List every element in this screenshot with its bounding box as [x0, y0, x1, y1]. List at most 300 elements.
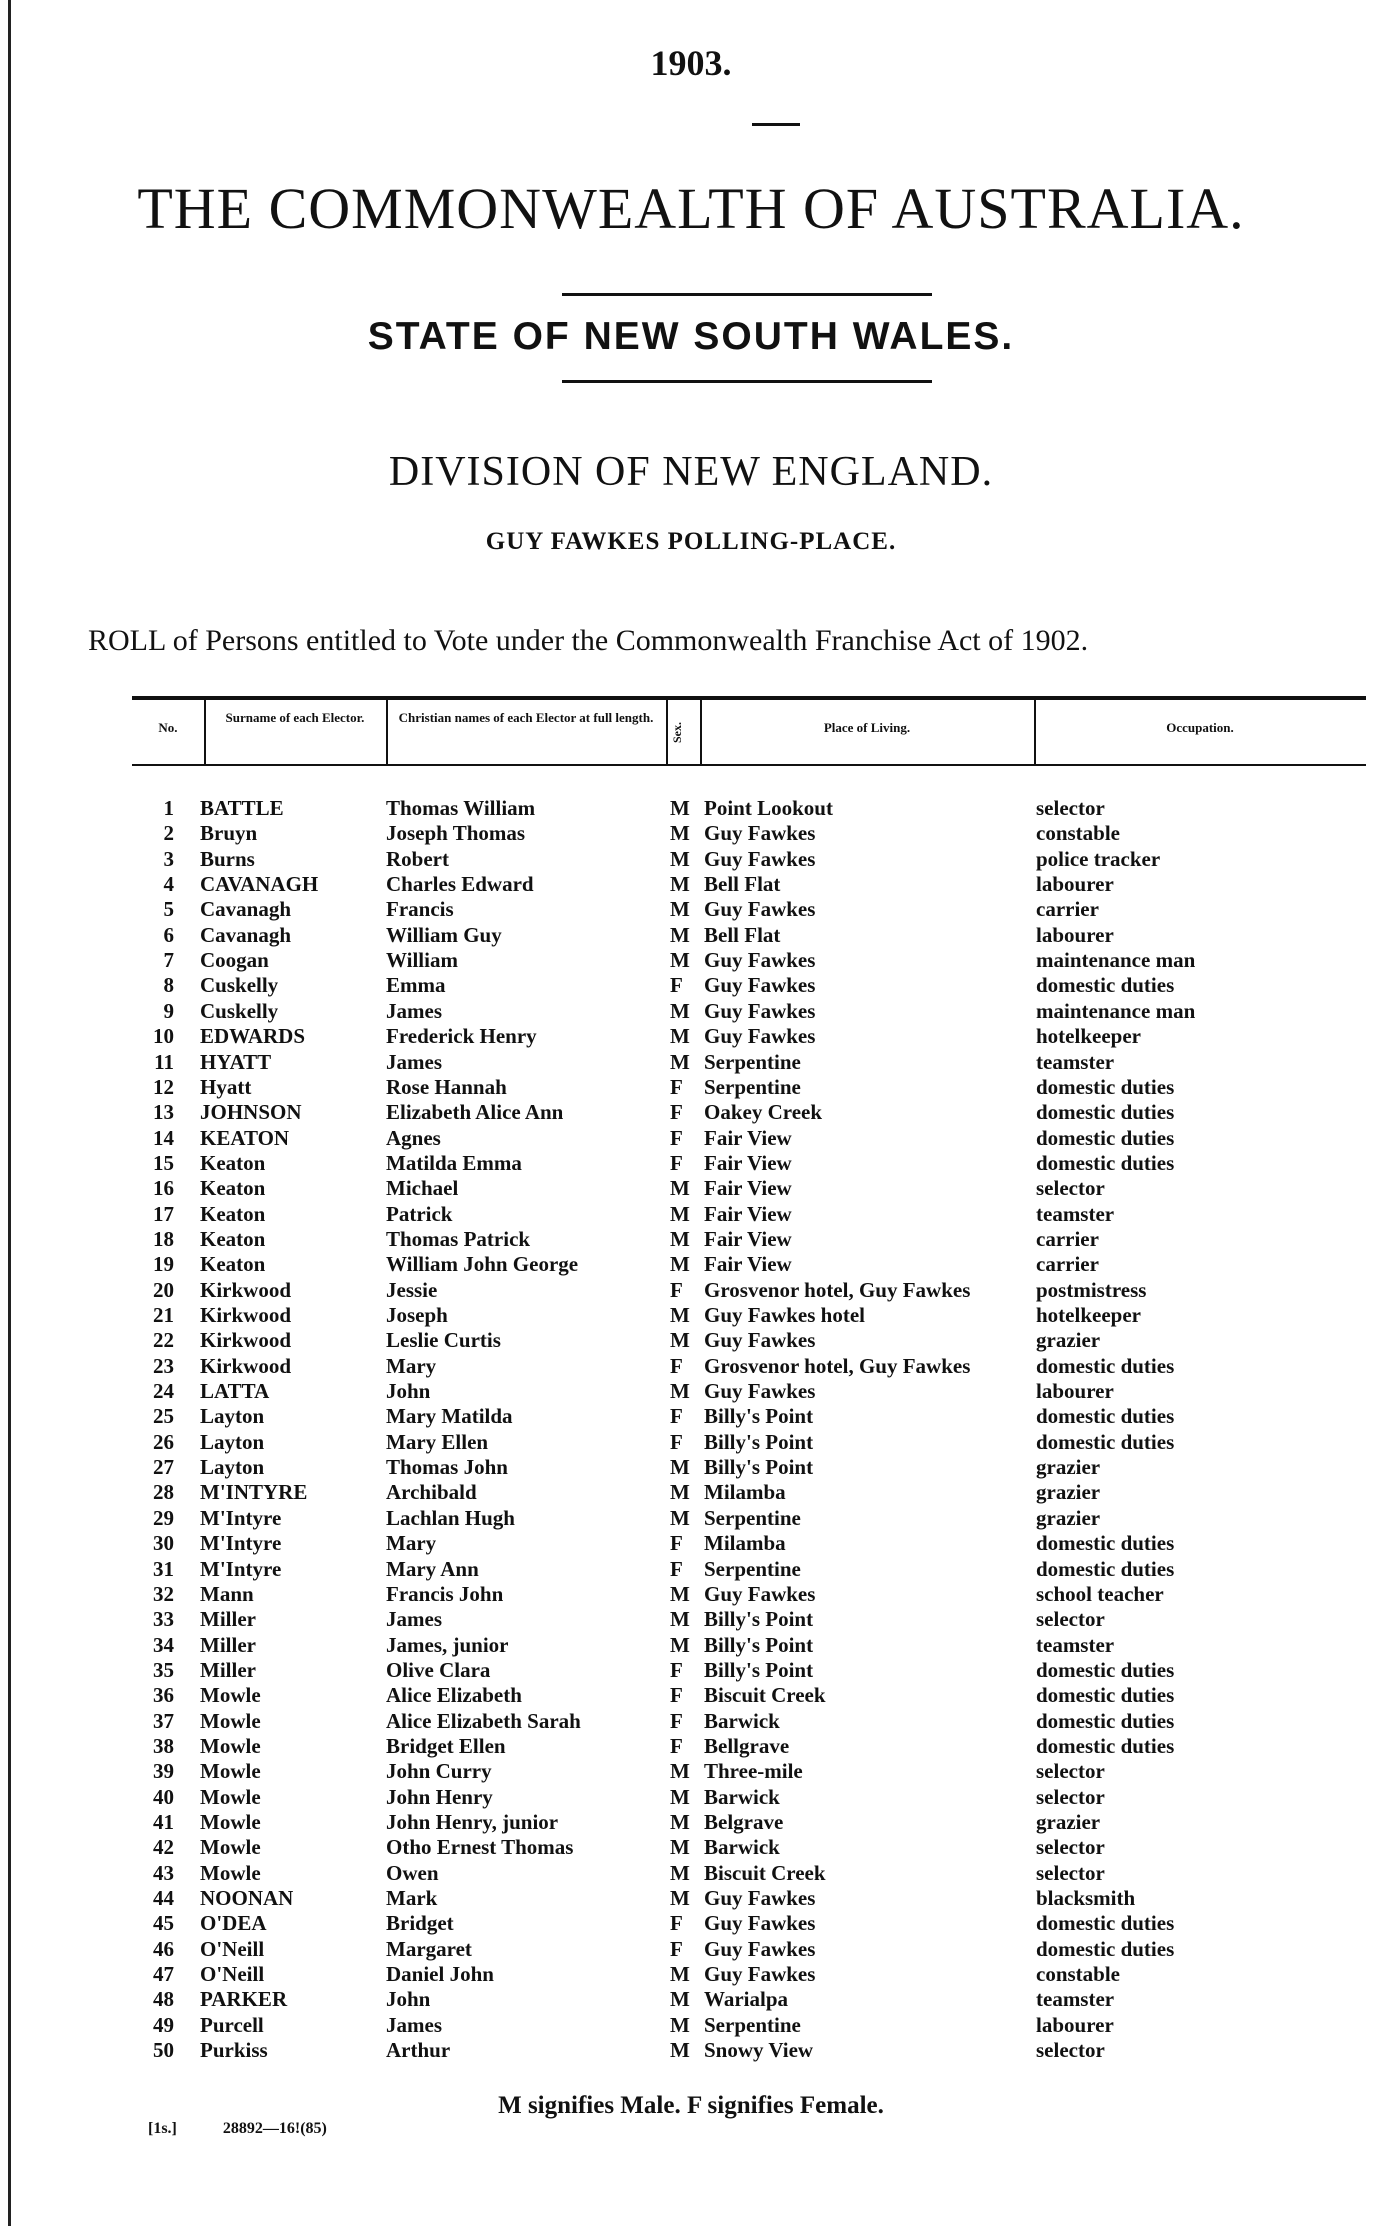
row-christian-names: John Henry — [386, 1784, 493, 1809]
row-sex: M — [670, 872, 690, 897]
row-number: 22 — [153, 1328, 174, 1353]
row-sex: F — [670, 1683, 683, 1708]
row-christian-names: Agnes — [386, 1125, 441, 1150]
row-sex: M — [670, 1505, 690, 1530]
row-number: 45 — [153, 1911, 174, 1936]
column-divider — [1034, 700, 1036, 764]
row-surname: EDWARDS — [200, 1024, 306, 1049]
row-christian-names: Arthur — [386, 2038, 451, 2063]
row-surname: Mowle — [200, 1708, 261, 1733]
row-christian-names: Francis — [386, 897, 454, 922]
row-sex: M — [670, 998, 690, 1023]
print-ref: 28892—16!(85) — [222, 2120, 327, 2137]
table-row — [0, 1252, 1382, 1277]
row-number: 48 — [153, 1987, 174, 2012]
row-occupation: blacksmith — [1036, 1886, 1136, 1911]
row-place-of-living: Point Lookout — [704, 796, 833, 820]
row-surname: Kirkwood — [200, 1328, 292, 1353]
row-occupation: domestic duties — [1036, 1936, 1175, 1961]
row-sex: F — [670, 1100, 683, 1125]
row-occupation: grazier — [1036, 1505, 1101, 1530]
row-place-of-living: Bell Flat — [704, 872, 781, 897]
row-sex: F — [670, 1404, 683, 1429]
row-place-of-living: Biscuit Creek — [704, 1683, 826, 1708]
table-row — [0, 999, 1382, 1024]
row-sex: F — [670, 1277, 683, 1302]
table-row — [0, 1430, 1382, 1455]
row-sex: M — [670, 1987, 690, 2012]
row-christian-names: Mark — [386, 1886, 438, 1911]
table-row — [0, 1227, 1382, 1252]
table-row — [0, 1100, 1382, 1125]
row-occupation: teamster — [1036, 1201, 1115, 1226]
row-sex: M — [670, 796, 690, 820]
row-christian-names: James — [386, 1607, 442, 1632]
row-number: 27 — [153, 1455, 174, 1480]
row-number: 28 — [153, 1480, 174, 1505]
row-christian-names: William John George — [386, 1252, 579, 1277]
row-sex: M — [670, 948, 690, 973]
row-occupation: selector — [1036, 2038, 1105, 2063]
row-sex: M — [670, 1455, 690, 1480]
row-occupation: domestic duties — [1036, 973, 1175, 998]
row-place-of-living: Grosvenor hotel, Guy Fawkes — [704, 1353, 971, 1378]
row-sex: M — [670, 1480, 690, 1505]
row-sex: M — [670, 897, 690, 922]
table-row — [0, 1328, 1382, 1353]
row-place-of-living: Guy Fawkes — [704, 1936, 816, 1961]
row-place-of-living: Guy Fawkes hotel — [704, 1303, 866, 1327]
row-sex: M — [670, 2038, 690, 2063]
row-christian-names: Bridget Ellen — [386, 1733, 506, 1758]
row-surname: Keaton — [200, 1252, 266, 1277]
row-surname: Purcell — [200, 2012, 264, 2037]
row-number: 31 — [153, 1556, 174, 1581]
row-occupation: selector — [1036, 1835, 1105, 1860]
table-row — [0, 1683, 1382, 1708]
row-surname: Mowle — [200, 1860, 261, 1885]
table-header-rule — [132, 764, 1366, 766]
printer-reference — [148, 2120, 327, 2138]
row-place-of-living: Billy's Point — [704, 1429, 814, 1454]
row-christian-names: Mary — [386, 1531, 437, 1556]
row-occupation: constable — [1036, 821, 1120, 846]
row-place-of-living: Billy's Point — [704, 1632, 814, 1657]
table-row — [0, 1861, 1382, 1886]
row-number: 20 — [153, 1277, 174, 1302]
table-row — [0, 2038, 1382, 2063]
row-occupation: selector — [1036, 1860, 1105, 1885]
row-surname: KEATON — [200, 1125, 290, 1150]
row-number: 33 — [153, 1607, 174, 1632]
row-number: 24 — [153, 1379, 174, 1404]
row-number: 5 — [163, 897, 174, 922]
table-row — [0, 1962, 1382, 1987]
column-header-occupation: Occupation. — [1166, 720, 1234, 735]
roll-caption: ROLL of Persons entitled to Vote under the Commonwealth Franchise Act of 1902. — [88, 624, 1089, 657]
column-header-no: No. — [158, 720, 178, 735]
row-number: 39 — [153, 1759, 174, 1784]
row-occupation: carrier — [1036, 1226, 1099, 1251]
row-surname: Miller — [200, 1607, 256, 1632]
table-row — [0, 1024, 1382, 1049]
row-place-of-living: Barwick — [704, 1835, 780, 1860]
row-surname: O'Neill — [200, 1936, 265, 1961]
row-number: 50 — [153, 2038, 174, 2063]
row-christian-names: William Guy — [386, 922, 502, 947]
row-place-of-living: Guy Fawkes — [704, 846, 816, 871]
row-number: 40 — [153, 1784, 174, 1809]
row-place-of-living: Guy Fawkes — [704, 1886, 816, 1911]
row-number: 17 — [153, 1201, 174, 1226]
row-place-of-living: Serpentine — [704, 1556, 801, 1581]
row-occupation: police tracker — [1036, 846, 1161, 871]
row-occupation: labourer — [1036, 872, 1114, 897]
row-christian-names: Olive Clara — [386, 1657, 491, 1682]
row-surname: Cavanagh — [200, 922, 292, 947]
row-number: 3 — [163, 846, 174, 871]
row-christian-names: Matilda Emma — [386, 1150, 522, 1175]
row-christian-names: James, junior — [386, 1632, 509, 1657]
row-place-of-living: Three-mile — [704, 1759, 803, 1784]
table-row — [0, 1278, 1382, 1303]
row-place-of-living: Guy Fawkes — [704, 897, 816, 922]
row-number: 34 — [153, 1632, 174, 1657]
table-row — [0, 1404, 1382, 1429]
row-number: 1 — [163, 796, 174, 820]
row-number: 38 — [153, 1733, 174, 1758]
row-place-of-living: Guy Fawkes — [704, 821, 816, 846]
row-sex: M — [670, 1024, 690, 1049]
row-surname: Cuskelly — [200, 998, 279, 1023]
row-surname: Kirkwood — [200, 1353, 292, 1378]
row-place-of-living: Barwick — [704, 1784, 780, 1809]
row-sex: F — [670, 1150, 683, 1175]
table-row — [0, 1050, 1382, 1075]
row-occupation: domestic duties — [1036, 1911, 1175, 1936]
row-christian-names: Bridget — [386, 1911, 454, 1936]
row-sex: M — [670, 1379, 690, 1404]
row-occupation: selector — [1036, 1784, 1105, 1809]
row-christian-names: Charles Edward — [386, 872, 534, 897]
row-occupation: postmistress — [1036, 1277, 1147, 1302]
row-sex: M — [670, 1886, 690, 1911]
row-place-of-living: Fair View — [704, 1226, 792, 1251]
row-sex: M — [670, 1176, 690, 1201]
column-divider — [204, 700, 206, 764]
division-heading: DIVISION OF NEW ENGLAND. — [388, 449, 994, 495]
state-rule-bottom — [562, 380, 932, 383]
row-number: 30 — [153, 1531, 174, 1556]
row-surname: Bruyn — [200, 821, 258, 846]
row-sex: F — [670, 1531, 683, 1556]
table-row — [0, 1709, 1382, 1734]
document-title: THE COMMONWEALTH OF AUSTRALIA. — [137, 176, 1245, 241]
row-christian-names: Rose Hannah — [386, 1074, 507, 1099]
row-sex: F — [670, 973, 683, 998]
row-christian-names: John Curry — [386, 1759, 492, 1784]
row-occupation: domestic duties — [1036, 1683, 1175, 1708]
row-surname: PARKER — [200, 1987, 288, 2012]
table-row — [0, 1354, 1382, 1379]
row-occupation: domestic duties — [1036, 1733, 1175, 1758]
row-christian-names: Michael — [386, 1176, 459, 1201]
row-place-of-living: Fair View — [704, 1201, 792, 1226]
row-christian-names: Robert — [386, 846, 449, 871]
row-occupation: teamster — [1036, 1049, 1115, 1074]
row-occupation: domestic duties — [1036, 1125, 1175, 1150]
row-number: 37 — [153, 1708, 174, 1733]
table-row — [0, 1531, 1382, 1556]
row-number: 2 — [163, 821, 174, 846]
row-place-of-living: Fair View — [704, 1125, 792, 1150]
row-christian-names: Daniel John — [386, 1962, 494, 1987]
row-surname: Keaton — [200, 1226, 266, 1251]
row-number: 7 — [163, 948, 174, 973]
row-christian-names: Jessie — [386, 1277, 438, 1302]
row-christian-names: Francis John — [386, 1581, 504, 1606]
row-surname: Mowle — [200, 1733, 261, 1758]
row-place-of-living: Belgrave — [704, 1810, 784, 1834]
table-row — [0, 1202, 1382, 1227]
table-row — [0, 948, 1382, 973]
table-row — [0, 821, 1382, 846]
row-place-of-living: Guy Fawkes — [704, 1379, 816, 1404]
table-row — [0, 1480, 1382, 1505]
table-top-rule — [132, 696, 1366, 700]
row-number: 36 — [153, 1683, 174, 1708]
row-surname: Keaton — [200, 1150, 266, 1175]
column-header-sex: Sex. — [670, 722, 684, 744]
row-christian-names: Mary Ann — [386, 1556, 479, 1581]
row-christian-names: Frederick Henry — [386, 1024, 537, 1049]
row-number: 46 — [153, 1936, 174, 1961]
row-place-of-living: Milamba — [704, 1480, 786, 1505]
row-occupation: labourer — [1036, 922, 1114, 947]
row-surname: M'INTYRE — [200, 1480, 308, 1505]
row-christian-names: William — [386, 948, 458, 973]
column-divider — [386, 700, 388, 764]
row-surname: CAVANAGH — [200, 872, 319, 897]
row-place-of-living: Guy Fawkes — [704, 1024, 816, 1049]
table-row — [0, 1633, 1382, 1658]
row-number: 19 — [153, 1252, 174, 1277]
print-mark: [1s.] — [148, 2120, 177, 2137]
row-place-of-living: Fair View — [704, 1252, 792, 1277]
row-number: 12 — [153, 1074, 174, 1099]
row-occupation: domestic duties — [1036, 1429, 1175, 1454]
table-row — [0, 1785, 1382, 1810]
row-place-of-living: Serpentine — [704, 1505, 801, 1530]
row-occupation: school teacher — [1036, 1581, 1164, 1606]
row-surname: Layton — [200, 1455, 265, 1480]
table-row — [0, 1911, 1382, 1936]
row-occupation: selector — [1036, 1759, 1105, 1784]
row-occupation: domestic duties — [1036, 1074, 1175, 1099]
row-surname: Purkiss — [200, 2038, 268, 2063]
row-surname: M'Intyre — [200, 1505, 282, 1530]
polling-place-heading: GUY FAWKES POLLING-PLACE. — [485, 528, 897, 555]
row-occupation: domestic duties — [1036, 1353, 1175, 1378]
row-place-of-living: Warialpa — [704, 1987, 789, 2012]
row-sex: F — [670, 1556, 683, 1581]
table-row — [0, 1658, 1382, 1683]
row-occupation: grazier — [1036, 1810, 1101, 1834]
row-number: 16 — [153, 1176, 174, 1201]
row-sex: F — [670, 1733, 683, 1758]
document-year: 1903. — [650, 43, 732, 83]
row-number: 6 — [163, 922, 174, 947]
row-sex: M — [670, 1328, 690, 1353]
row-sex: M — [670, 1252, 690, 1277]
row-number: 21 — [153, 1303, 174, 1327]
row-number: 43 — [153, 1860, 174, 1885]
row-christian-names: Emma — [386, 973, 446, 998]
row-christian-names: John — [386, 1987, 431, 2012]
row-surname: HYATT — [200, 1049, 272, 1074]
row-surname: Mowle — [200, 1759, 261, 1784]
row-christian-names: John Henry, junior — [386, 1810, 559, 1834]
row-surname: Coogan — [200, 948, 269, 973]
row-sex: F — [670, 1657, 683, 1682]
row-surname: Mowle — [200, 1683, 261, 1708]
row-occupation: carrier — [1036, 1252, 1099, 1277]
column-divider — [700, 700, 702, 764]
row-surname: Mowle — [200, 1835, 261, 1860]
row-surname: Cuskelly — [200, 973, 279, 998]
row-christian-names: Elizabeth Alice Ann — [386, 1100, 564, 1125]
row-surname: Miller — [200, 1632, 256, 1657]
table-row — [0, 973, 1382, 998]
row-occupation: selector — [1036, 796, 1105, 820]
row-place-of-living: Milamba — [704, 1531, 786, 1556]
row-sex: M — [670, 1810, 690, 1834]
row-place-of-living: Serpentine — [704, 1074, 801, 1099]
row-sex: M — [670, 1581, 690, 1606]
row-surname: M'Intyre — [200, 1531, 282, 1556]
row-christian-names: Alice Elizabeth Sarah — [386, 1708, 581, 1733]
row-surname: Layton — [200, 1404, 265, 1429]
row-occupation: grazier — [1036, 1328, 1101, 1353]
row-surname: Miller — [200, 1657, 256, 1682]
row-place-of-living: Fair View — [704, 1176, 792, 1201]
row-surname: Layton — [200, 1429, 265, 1454]
row-sex: M — [670, 1049, 690, 1074]
table-row — [0, 1734, 1382, 1759]
row-sex: F — [670, 1125, 683, 1150]
row-number: 11 — [154, 1049, 174, 1074]
row-christian-names: Margaret — [386, 1936, 472, 1961]
row-surname: Keaton — [200, 1176, 266, 1201]
row-occupation: hotelkeeper — [1036, 1303, 1141, 1327]
row-number: 32 — [153, 1581, 174, 1606]
row-number: 15 — [153, 1150, 174, 1175]
row-surname: Keaton — [200, 1201, 266, 1226]
row-number: 10 — [153, 1024, 174, 1049]
row-surname: Kirkwood — [200, 1303, 292, 1327]
row-number: 47 — [153, 1962, 174, 1987]
row-number: 13 — [153, 1100, 174, 1125]
row-sex: M — [670, 1201, 690, 1226]
table-row — [0, 1886, 1382, 1911]
row-occupation: teamster — [1036, 1632, 1115, 1657]
row-sex: M — [670, 821, 690, 846]
year-divider — [752, 123, 800, 126]
row-occupation: domestic duties — [1036, 1708, 1175, 1733]
row-number: 44 — [153, 1886, 174, 1911]
row-sex: M — [670, 1784, 690, 1809]
row-place-of-living: Guy Fawkes — [704, 1911, 816, 1936]
row-place-of-living: Grosvenor hotel, Guy Fawkes — [704, 1277, 971, 1302]
row-surname: Hyatt — [200, 1074, 252, 1099]
row-christian-names: Leslie Curtis — [386, 1328, 501, 1353]
row-place-of-living: Fair View — [704, 1150, 792, 1175]
row-christian-names: James — [386, 1049, 442, 1074]
row-sex: F — [670, 1353, 683, 1378]
row-surname: M'Intyre — [200, 1556, 282, 1581]
row-occupation: maintenance man — [1036, 948, 1196, 973]
row-number: 4 — [163, 872, 174, 897]
row-occupation: hotelkeeper — [1036, 1024, 1141, 1049]
row-place-of-living: Guy Fawkes — [704, 948, 816, 973]
row-occupation: domestic duties — [1036, 1404, 1175, 1429]
row-place-of-living: Biscuit Creek — [704, 1860, 826, 1885]
row-place-of-living: Billy's Point — [704, 1657, 814, 1682]
row-sex: F — [670, 1936, 683, 1961]
row-sex: M — [670, 1632, 690, 1657]
table-row — [0, 897, 1382, 922]
row-place-of-living: Serpentine — [704, 1049, 801, 1074]
column-header-christian: Christian names of each Elector at full length. — [398, 710, 654, 725]
row-occupation: domestic duties — [1036, 1657, 1175, 1682]
row-sex: M — [670, 1303, 690, 1327]
table-row — [0, 1379, 1382, 1404]
row-surname: Mann — [200, 1581, 254, 1606]
row-number: 23 — [153, 1353, 174, 1378]
row-number: 42 — [153, 1835, 174, 1860]
row-occupation: constable — [1036, 1962, 1120, 1987]
table-row — [0, 1759, 1382, 1784]
table-row — [0, 1835, 1382, 1860]
row-occupation: grazier — [1036, 1480, 1101, 1505]
row-sex: M — [670, 846, 690, 871]
row-occupation: carrier — [1036, 897, 1099, 922]
row-surname: BATTLE — [200, 796, 284, 820]
row-surname: Mowle — [200, 1810, 261, 1834]
table-row — [0, 872, 1382, 897]
table-row — [0, 1303, 1382, 1328]
row-occupation: labourer — [1036, 1379, 1114, 1404]
row-surname: Cavanagh — [200, 897, 292, 922]
row-number: 18 — [153, 1226, 174, 1251]
table-row — [0, 1176, 1382, 1201]
row-christian-names: John — [386, 1379, 431, 1404]
row-christian-names: Otho Ernest Thomas — [386, 1835, 574, 1860]
row-christian-names: Mary Ellen — [386, 1429, 489, 1454]
row-number: 29 — [153, 1505, 174, 1530]
row-surname: O'Neill — [200, 1962, 265, 1987]
row-christian-names: Mary Matilda — [386, 1404, 513, 1429]
row-christian-names: Thomas Patrick — [386, 1226, 531, 1251]
row-place-of-living: Guy Fawkes — [704, 973, 816, 998]
table-row — [0, 1987, 1382, 2012]
row-occupation: selector — [1036, 1176, 1105, 1201]
row-sex: F — [670, 1429, 683, 1454]
row-sex: F — [670, 1708, 683, 1733]
column-header-place: Place of Living. — [823, 720, 911, 735]
table-row — [0, 2013, 1382, 2038]
row-number: 14 — [153, 1125, 174, 1150]
